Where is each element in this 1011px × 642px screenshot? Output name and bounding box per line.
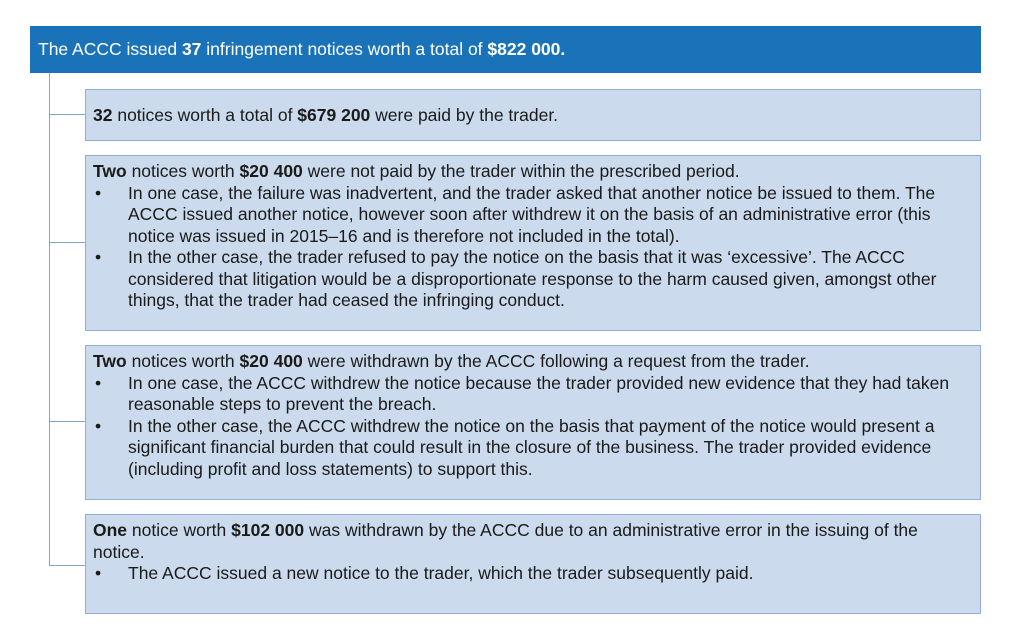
bullet-text: In one case, the ACCC withdrew the notice because the trader provided new evidence that they had taken reasonable steps to prevent the breach. (128, 372, 950, 414)
bullet-item (93, 373, 972, 416)
outcome-lead (93, 161, 972, 183)
bullet-dot-icon: • (95, 182, 102, 203)
header-total-value: $822 000. (487, 39, 566, 59)
lead-emphasis: $20 400 (239, 351, 303, 371)
bullet-dot-icon: • (95, 563, 102, 583)
lead-text: notices worth (126, 351, 240, 371)
outcome-box-paid (85, 89, 981, 141)
header-text-2: infringement notices worth a total of (201, 39, 488, 59)
bullet-text: The ACCC issued a new notice to the trader, which the trader subsequently paid. (128, 563, 754, 583)
lead-text: notices worth a total of (112, 105, 298, 125)
lead-emphasis: 32 (93, 105, 113, 125)
outcome-bullets (93, 183, 972, 312)
bullet-item (93, 183, 972, 248)
lead-text: were paid by the trader. (370, 105, 559, 125)
tree-trunk-line (49, 73, 50, 566)
bullet-item (93, 416, 972, 481)
outcome-lead (93, 351, 972, 373)
branch-line-3 (49, 421, 85, 422)
summary-header (30, 26, 981, 73)
bullet-text: In one case, the failure was inadvertent, and the trader asked that another notice be issued to them. The ACCC issued another notice, however soon after withdrew it on the basis of an administrative error (this notice was issued in 2015–16 and is therefore not included in the total). (128, 182, 936, 246)
bullet-text: In the other case, the ACCC withdrew the notice on the basis that payment of the notice would present a significant financial burden that could result in the closure of the business. The trader provided evidence (including profit and loss statements) to support this. (128, 415, 935, 479)
outcome-bullets (93, 373, 972, 481)
lead-emphasis: $102 000 (231, 520, 305, 540)
lead-emphasis: One (93, 520, 128, 540)
bullet-dot-icon: • (95, 372, 102, 393)
lead-text: were not paid by the trader within the prescribed period. (302, 161, 740, 181)
bullet-dot-icon: • (95, 415, 102, 436)
outcome-box-withdrawn-error (85, 514, 981, 614)
lead-text: was withdrawn by the ACCC due to an administrative error in the issuing of the notice. (93, 520, 918, 562)
header-text-1: The ACCC issued (38, 39, 182, 59)
outcome-box-withdrawn-request (85, 345, 981, 500)
bullet-item (93, 247, 972, 312)
branch-line-4 (49, 565, 85, 566)
lead-emphasis: $20 400 (239, 161, 303, 181)
branch-line-1 (49, 114, 85, 115)
bullet-text: In the other case, the trader refused to pay the notice on the basis that it was ‘excessive’. The ACCC considered that litigation would be a disproportionate response to the harm caused given, amongst other things, that the trader had ceased the infringing conduct. (128, 247, 937, 310)
lead-emphasis: Two (93, 351, 127, 371)
outcome-box-not-paid (85, 155, 981, 331)
lead-text: were withdrawn by the ACCC following a request from the trader. (302, 351, 810, 371)
bullet-dot-icon: • (95, 247, 102, 267)
outcome-bullets (93, 563, 972, 585)
bullet-item (93, 563, 972, 585)
lead-emphasis: $679 200 (297, 105, 371, 125)
lead-text: notices worth (126, 161, 240, 181)
lead-text: notice worth (127, 520, 232, 540)
lead-emphasis: Two (93, 161, 127, 181)
header-notice-count: 37 (181, 39, 202, 59)
outcome-lead (93, 90, 972, 140)
branch-line-2 (49, 242, 85, 243)
outcome-lead (93, 520, 972, 563)
